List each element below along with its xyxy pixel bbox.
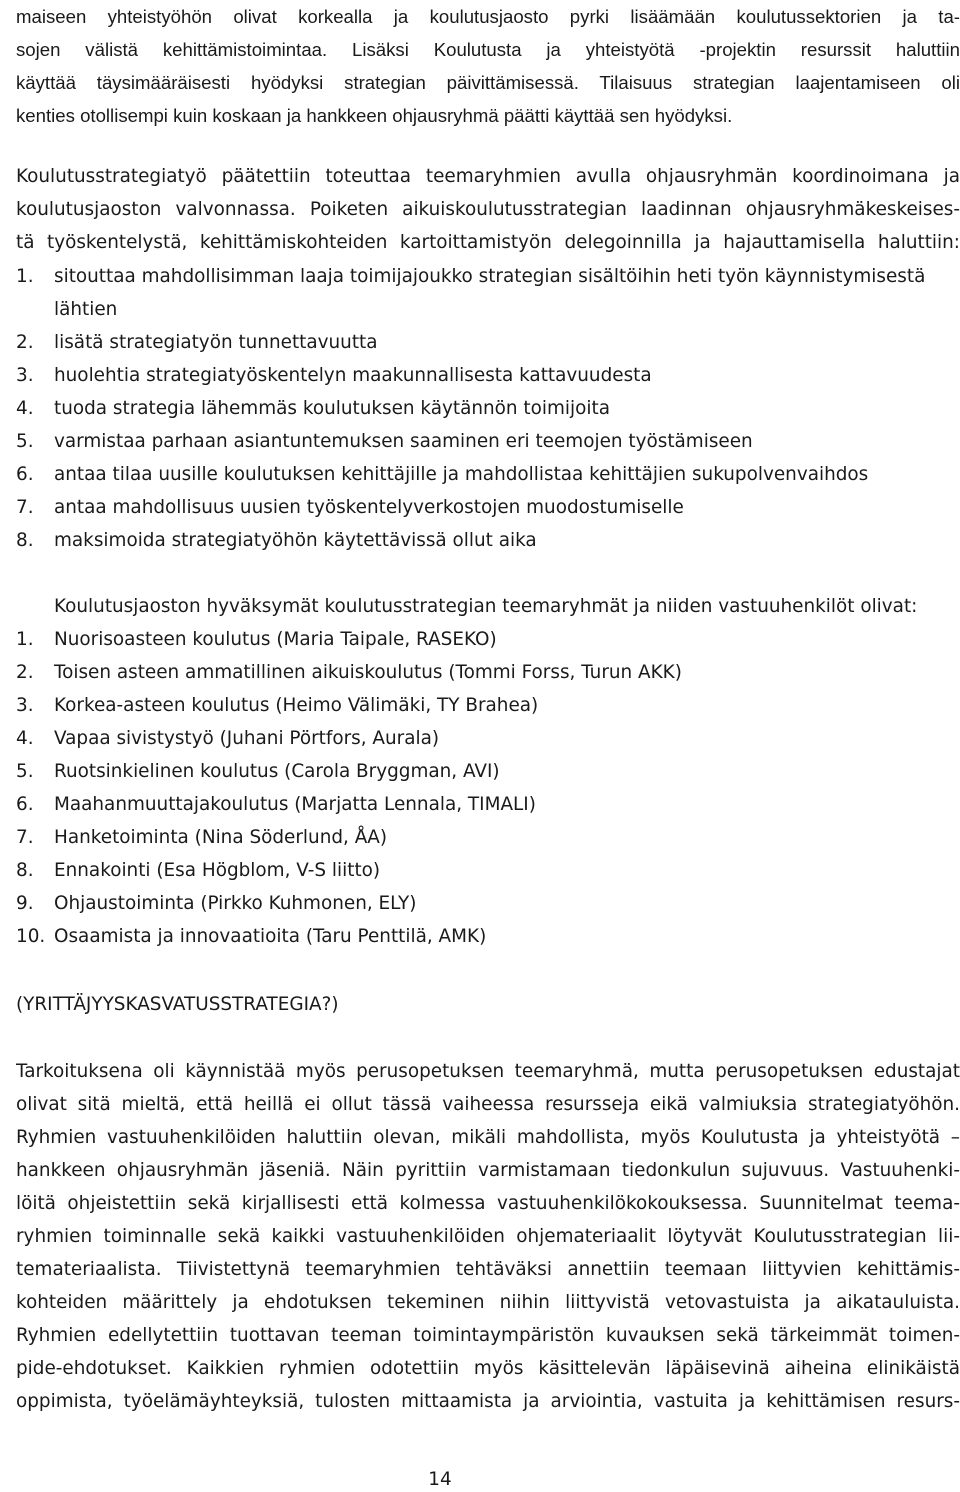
list-item xyxy=(16,722,960,755)
list-item-text: antaa mahdollisuus uusien työskentelyverkostojen muodostumiselle xyxy=(54,497,684,518)
list-item-text: Osaamista ja innovaatioita (Taru Penttilä, AMK) xyxy=(54,926,487,947)
groups-heading: Koulutusjaoston hyväksymät koulutusstrategian teemaryhmät ja niiden vastuuhenkilöt olivat: xyxy=(54,596,918,617)
paragraph-line: temateriaalista. Tiivistettynä teemaryhmien tehtäväksi annettiin teemaan liittyvien kehittämis- xyxy=(16,1259,960,1280)
paragraph-line: olivat sitä mieltä, että heillä ei ollut tässä vaiheessa resursseja eikä valmiuksia strategiatyöhön. xyxy=(16,1094,960,1115)
list-item xyxy=(16,689,960,722)
list-item-number: 3. xyxy=(16,695,34,716)
paragraph-line: Ryhmien edellytettiin tuottavan teeman toimintaympäristön kuvauksen sekä tärkeimmät toimen- xyxy=(16,1325,960,1346)
list-item-number: 3. xyxy=(16,365,34,386)
paragraph-line: koulutusjaoston valvonnassa. Poiketen aikuiskoulutusstrategian laadinnan ohjausryhmäkeskeises- xyxy=(16,199,960,220)
list-item xyxy=(16,458,960,491)
list-item-number: 10. xyxy=(16,926,46,947)
list-item-text: Korkea-asteen koulutus (Heimo Välimäki, TY Brahea) xyxy=(54,695,539,716)
goals-list xyxy=(16,260,960,557)
list-item-text: Ohjaustoiminta (Pirkko Kuhmonen, ELY) xyxy=(54,893,417,914)
list-item-text: sitouttaa mahdollisimman laaja toimijajoukko strategian sisältöihin heti työn käynnistymisestä xyxy=(54,266,926,287)
paragraph-line: Koulutusstrategiatyö päätettiin toteuttaa teemaryhmien avulla ohjausryhmän koordinoimana ja xyxy=(16,166,960,187)
paragraph-line: Ryhmien vastuuhenkilöiden haluttiin olevan, mikäli mahdollista, myös Koulutusta ja yhteistyötä – xyxy=(16,1127,960,1148)
list-item xyxy=(16,359,960,392)
list-item xyxy=(16,392,960,425)
list-item xyxy=(16,491,960,524)
paragraph-line: sojen välistä kehittämistoimintaa. Lisäksi Koulutusta ja yhteistyötä -projektin resurssit haluttiin xyxy=(16,39,960,60)
list-item-text: Toisen asteen ammatillinen aikuiskoulutus (Tommi Forss, Turun AKK) xyxy=(54,662,682,683)
list-item-text: Maahanmuuttajakoulutus (Marjatta Lennala, TIMALI) xyxy=(54,794,536,815)
list-item-number: 6. xyxy=(16,794,34,815)
list-item xyxy=(16,623,960,656)
list-item-number: 1. xyxy=(16,629,34,650)
list-item-text: lähtien xyxy=(54,299,118,320)
paragraph-line: kohteiden määrittely ja ehdotuksen tekeminen niihin liittyvistä vetovastuista ja aikatauluista. xyxy=(16,1292,960,1313)
list-item-number: 2. xyxy=(16,662,34,683)
list-item-number: 8. xyxy=(16,530,34,551)
list-item xyxy=(16,887,960,920)
list-item xyxy=(16,821,960,854)
list-item-text: varmistaa parhaan asiantuntemuksen saaminen eri teemojen työstämiseen xyxy=(54,431,753,452)
paragraph-line: hankkeen ohjausryhmän jäseniä. Näin pyrittiin varmistamaan tiedonkulun sujuvuus. Vastuuhenki- xyxy=(16,1160,960,1181)
paragraph-line: Tarkoituksena oli käynnistää myös perusopetuksen teemaryhmä, mutta perusopetuksen edustajat xyxy=(16,1061,960,1082)
entrepreneurship-strategy-note: (YRITTÄJYYSKASVATUSSTRATEGIA?) xyxy=(16,994,339,1015)
list-item-number: 5. xyxy=(16,431,34,452)
list-item-number: 9. xyxy=(16,893,34,914)
paragraph-line: löitä ohjeistettiin sekä kirjallisesti että kolmessa vastuuhenkilökokouksessa. Suunnitelmat teema- xyxy=(16,1193,960,1214)
theme-groups-paragraph xyxy=(16,1055,960,1418)
list-item-number: 1. xyxy=(16,266,34,287)
paragraph-line: tä työskentelystä, kehittämiskohteiden kartoittamistyön delegoinnilla ja hajauttamisella haluttiin: xyxy=(16,232,960,253)
paragraph-line: pide-ehdotukset. Kaikkien ryhmien odotettiin myös käsittelevän läpäisevinä aiheina elinikäistä xyxy=(16,1358,960,1379)
list-item-text: Vapaa sivistystyö (Juhani Pörtfors, Aurala) xyxy=(54,728,440,749)
list-item-number: 4. xyxy=(16,398,34,419)
list-item-number: 7. xyxy=(16,827,34,848)
list-item-text: Nuorisoasteen koulutus (Maria Taipale, RASEKO) xyxy=(54,629,497,650)
list-item-number: 4. xyxy=(16,728,34,749)
paragraph-line: käyttää täysimääräisesti hyödyksi strategian päivittämisessä. Tilaisuus strategian laajentamiseen oli xyxy=(16,72,960,93)
list-item xyxy=(16,854,960,887)
list-item xyxy=(16,755,960,788)
list-item-text: tuoda strategia lähemmäs koulutuksen käytännön toimijoita xyxy=(54,398,610,419)
paragraph-line: kenties otollisempi kuin koskaan ja hankkeen ohjausryhmä päätti käyttää sen hyödyksi. xyxy=(16,105,733,126)
list-item-text: Hanketoiminta (Nina Söderlund, ÅA) xyxy=(54,827,388,848)
list-item-number: 8. xyxy=(16,860,34,881)
list-item-text: huolehtia strategiatyöskentelyn maakunnallisesta kattavuudesta xyxy=(54,365,652,386)
list-item-number: 6. xyxy=(16,464,34,485)
list-item xyxy=(16,326,960,359)
theme-groups-list xyxy=(16,623,960,953)
list-item xyxy=(16,656,960,689)
list-item-text: Ruotsinkielinen koulutus (Carola Bryggman, AVI) xyxy=(54,761,500,782)
strategy-paragraph xyxy=(16,160,960,259)
list-item xyxy=(16,920,960,953)
paragraph-line: ryhmien toiminnalle sekä kaikki vastuuhenkilöiden ohjemateriaalit löytyvät Koulutusstrategian lii- xyxy=(16,1226,960,1247)
paragraph-line: maiseen yhteistyöhön olivat korkealla ja koulutusjaosto pyrki lisäämään koulutussektorien ja ta- xyxy=(16,6,960,27)
list-item-number: 7. xyxy=(16,497,34,518)
list-item xyxy=(16,425,960,458)
list-item-number: 2. xyxy=(16,332,34,353)
intro-paragraph xyxy=(16,0,960,132)
paragraph-line: oppimista, työelämäyhteyksiä, tulosten mittaamista ja arviointia, vastuita ja kehittämisen resurs- xyxy=(16,1391,960,1412)
list-item-number: 5. xyxy=(16,761,34,782)
list-item-text: antaa tilaa uusille koulutuksen kehittäjille ja mahdollistaa kehittäjien sukupolvenvaihdos xyxy=(54,464,869,485)
list-item-text: lisätä strategiatyön tunnettavuutta xyxy=(54,332,378,353)
list-item xyxy=(16,788,960,821)
list-item xyxy=(16,260,960,326)
list-item-text: Ennakointi (Esa Högblom, V-S liitto) xyxy=(54,860,381,881)
list-item-text: maksimoida strategiatyöhön käytettävissä ollut aika xyxy=(54,530,537,551)
list-item xyxy=(16,524,960,557)
page-number: 14 xyxy=(428,1469,452,1490)
